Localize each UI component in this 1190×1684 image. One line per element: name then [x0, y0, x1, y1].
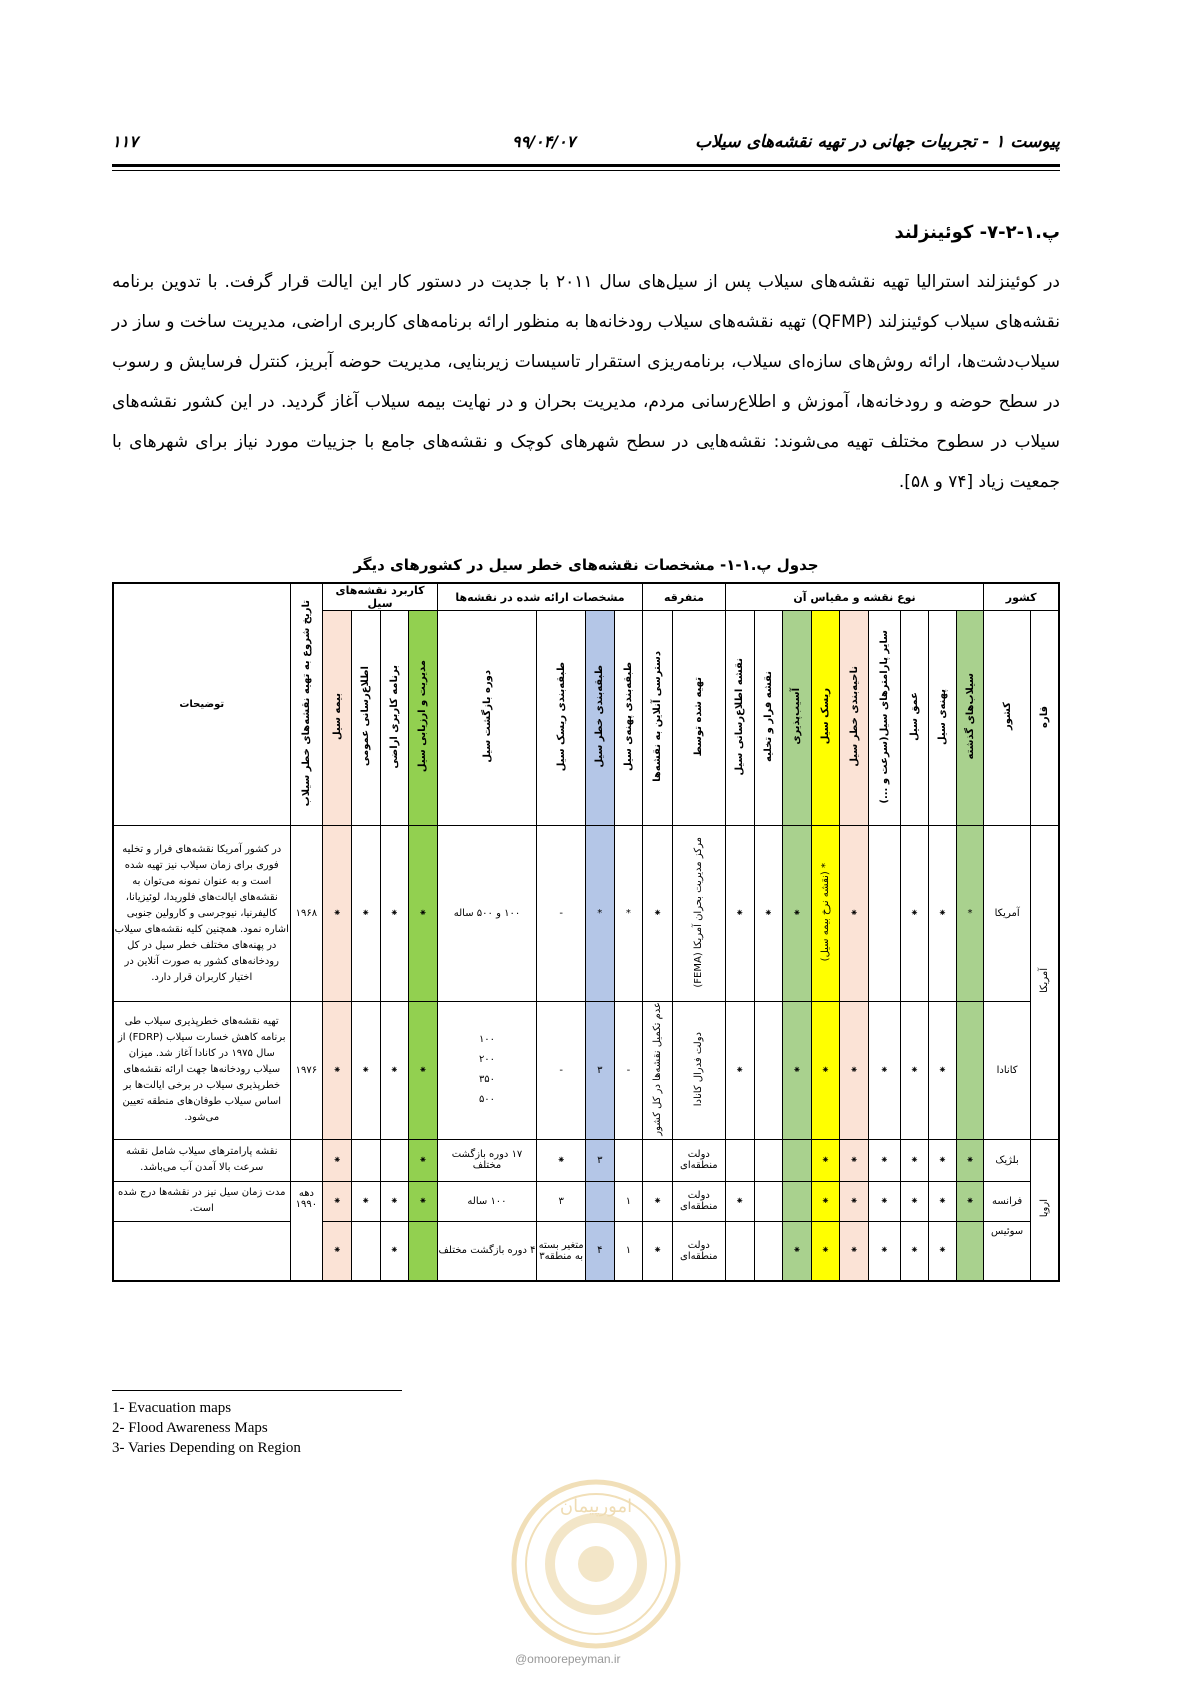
col-continent: قاره	[1030, 611, 1059, 826]
group-features: مشخصات ارائه شده در نقشه‌ها	[437, 583, 642, 611]
cell-return-period: ۱۷ دوره بازگشت مختلف	[437, 1139, 537, 1181]
watermark-logo	[510, 1478, 682, 1650]
col-zone-class: طبقه‌بندی پهنه‌ی سیل	[614, 611, 643, 826]
table-row	[113, 1002, 1059, 1140]
cell-online: ⁕	[643, 1181, 673, 1221]
col-landuse: برنامه کاربری اراضی	[380, 611, 409, 826]
cell-desc	[113, 1221, 290, 1281]
cell-insurance: ⁕	[323, 1002, 352, 1140]
col-online: دسترسی آنلاین به نقشه‌ها	[643, 611, 673, 826]
cell-mgmt: ⁕	[409, 1181, 438, 1221]
cell-public-info: ⁕	[351, 1002, 380, 1140]
header-title: پیوست ۱ - تجربیات جهانی در تهیه نقشه‌های سیلاب	[695, 132, 1060, 152]
cell-online: ⁕	[643, 1221, 673, 1281]
cell-hazard-class	[586, 1181, 615, 1221]
cell-zone-class: -	[614, 1002, 643, 1140]
cell-insurance: ⁕	[323, 826, 352, 1002]
header-date: ۹۹/۰۴/۰۷	[512, 132, 576, 151]
cell-evacuation	[754, 1221, 783, 1281]
cell-public-info: ⁕	[351, 1181, 380, 1221]
col-country: کشور	[984, 611, 1031, 826]
cell-hazard-class: ۳	[586, 1002, 615, 1140]
cell-risk-class: ۳	[537, 1181, 586, 1221]
cell-awareness: ⁕	[725, 1181, 754, 1221]
flood-maps-table	[112, 582, 1060, 1282]
col-vulnerability: آسیب‌پذیری	[783, 611, 812, 826]
footnote-rule	[112, 1390, 402, 1391]
cell-public-info: ⁕	[351, 826, 380, 1002]
col-hazard-class: طبقه‌بندی خطر سیل	[586, 611, 615, 826]
watermark-logo-text: امورپیمان	[559, 1496, 633, 1517]
cell-prepared-by: دولت منطقه‌ای	[672, 1139, 725, 1181]
cell-prepared-by: مرکز مدیریت بحران آمریکا (FEMA)	[672, 826, 725, 1002]
cell-start-year	[290, 1139, 323, 1181]
cell-other-params	[868, 826, 900, 1002]
col-public-info: اطلاع‌رسانی عمومی	[351, 611, 380, 826]
table-row	[113, 1139, 1059, 1181]
header-rule-thick	[112, 164, 1060, 167]
cell-awareness	[725, 1221, 754, 1281]
cell-evacuation	[754, 1181, 783, 1221]
cell-prepared-by: دولت منطقه‌ای	[672, 1181, 725, 1221]
cell-desc: در کشور آمریکا نقشه‌های فرار و تخلیه فوری برای زمان سیلاب نیز تهیه شده است و به عنوان نمونه می‌توان به نقشه‌های ایالت‌های فلوریدا، لوئیزیانا، کالیفرنیا، نیوجرسی و کارولین جنوبی اشاره نمود. همچنین کلیه نقشه‌های سیلاب در پهنه‌های مختلف خطر سیل در کل رودخانه‌های کشور به صورت آنلاین در اختیار کاربران قرار دارد.	[113, 826, 290, 1002]
cell-depth: ⁕	[900, 1181, 929, 1221]
cell-risk-class: ⁕	[537, 1139, 586, 1181]
group-map-type: نوع نقشه و مقیاس آن	[725, 583, 984, 611]
cell-desc: تهیه نقشه‌های خطرپذیری سیلاب طی برنامه کاهش خسارت سیلاب (FDRP) از سال ۱۹۷۵ در کانادا آغاز شد. میزان سیلاب رودخانه‌ها جهت ارائه نقشه‌های خطرپذیری سیلاب در برخی ایالت‌ها بر اساس سیلاب طوفان‌های منطقه تعیین می‌شود.	[113, 1002, 290, 1140]
col-mgmt: مدیریت و ارزیابی سیل	[409, 611, 438, 826]
continent-america: آمریکا	[1030, 826, 1059, 1140]
table-row	[113, 1221, 1059, 1281]
cell-extent: ⁕	[929, 1181, 957, 1221]
cell-mgmt: ⁕	[409, 1002, 438, 1140]
cell-online: عدم تکمیل نقشه‌ها در کل کشور	[643, 1002, 673, 1140]
col-extent: پهنه‌ی سیل	[929, 611, 957, 826]
cell-online	[643, 1139, 673, 1181]
cell-insurance: ⁕	[323, 1139, 352, 1181]
cell-country: آمریکا	[984, 826, 1031, 1002]
cell-landuse	[380, 1139, 409, 1181]
cell-risk: * (نقشه نرخ بیمه سیل)	[811, 826, 840, 1002]
cell-other-params: ⁕	[868, 1139, 900, 1181]
cell-zone-class: ۱	[614, 1221, 643, 1281]
cell-country: فرانسه	[984, 1181, 1031, 1221]
cell-past-floods: ⁕	[956, 1181, 984, 1221]
col-insurance: بیمه سیل	[323, 611, 352, 826]
col-desc: توضیحات	[113, 583, 290, 826]
cell-risk-class: -	[537, 826, 586, 1002]
cell-mgmt: ⁕	[409, 826, 438, 1002]
cell-zone-class: ۱	[614, 1181, 643, 1221]
table-row	[113, 1181, 1059, 1221]
col-risk-class: طبقه‌بندی ریسک سیل	[537, 611, 586, 826]
cell-insurance: ⁕	[323, 1181, 352, 1221]
cell-hazard-zone: ⁕	[840, 1139, 869, 1181]
col-hazard-zone: ناحیه‌بندی خطر سیل	[840, 611, 869, 826]
cell-hazard-zone: ⁕	[840, 1221, 869, 1281]
cell-risk-class: -	[537, 1002, 586, 1140]
cell-past-floods	[956, 1221, 984, 1281]
cell-depth: ⁕	[900, 1221, 929, 1281]
cell-landuse: ⁕	[380, 1221, 409, 1281]
cell-depth: ⁕	[900, 826, 929, 1002]
col-risk: ریسک سیل	[811, 611, 840, 826]
cell-start-year: ۱۹۶۸	[290, 826, 323, 1002]
cell-country: کانادا	[984, 1002, 1031, 1140]
cell-extent: ⁕	[929, 1139, 957, 1181]
group-misc: متفرقه	[643, 583, 726, 611]
col-prepared-by: تهیه شده توسط	[672, 611, 725, 826]
cell-risk: ⁕	[811, 1139, 840, 1181]
cell-extent: ⁕	[929, 1002, 957, 1140]
col-awareness: نقشه اطلاع‌رسانی سیل	[725, 611, 754, 826]
cell-mgmt: ⁕	[409, 1139, 438, 1181]
cell-hazard-zone: ⁕	[840, 1002, 869, 1140]
cell-vulnerability	[783, 1139, 812, 1181]
page-number: ۱۱۷	[112, 132, 138, 151]
col-other-params: سایر پارامترهای سیل(سرعت و ...)	[868, 611, 900, 826]
cell-start-year: دهه ۱۹۹۰	[290, 1181, 323, 1281]
cell-vulnerability: ⁕	[783, 1221, 812, 1281]
cell-vulnerability: ⁕	[783, 1002, 812, 1140]
table-caption: جدول پ.۱-۱- مشخصات نقشه‌های خطر سیل در کشورهای دیگر	[353, 556, 819, 574]
cell-hazard-class: *	[586, 826, 615, 1002]
cell-extent: ⁕	[929, 1221, 957, 1281]
cell-other-params: ⁕	[868, 1181, 900, 1221]
cell-evacuation: ⁕	[754, 826, 783, 1002]
cell-return-period: ۱۰۰ ۲۰۰ ۳۵۰ ۵۰۰	[437, 1002, 537, 1140]
cell-awareness: ⁕	[725, 1002, 754, 1140]
cell-evacuation	[754, 1139, 783, 1181]
cell-prepared-by: دولت فدرال کانادا	[672, 1002, 725, 1140]
cell-zone-class: *	[614, 826, 643, 1002]
cell-return-period: ۱۰۰ و ۵۰۰ ساله	[437, 826, 537, 1002]
cell-other-params: ⁕	[868, 1002, 900, 1140]
col-past-floods: سیلاب‌های گذشته	[956, 611, 984, 826]
cell-desc: نقشه پارامترهای سیلاب شامل نقشه سرعت بالا آمدن آب می‌باشد.	[113, 1139, 290, 1181]
cell-return-period: ۱۰۰ ساله	[437, 1181, 537, 1221]
col-start-year: تاریخ شروع به تهیه نقشه‌های خطر سیلاب	[290, 583, 323, 826]
cell-return-period: ۴ دوره بازگشت مختلف	[437, 1221, 537, 1281]
cell-depth: ⁕	[900, 1002, 929, 1140]
section-title: پ.۱-۲-۷- کوئینزلند	[894, 222, 1060, 243]
cell-depth: ⁕	[900, 1139, 929, 1181]
cell-past-floods: ⁕	[956, 1139, 984, 1181]
col-evacuation: نقشه فرار و تخلیه	[754, 611, 783, 826]
cell-insurance: ⁕	[323, 1221, 352, 1281]
watermark-site: @omoorepeyman.ir	[515, 1652, 621, 1666]
group-usage: کاربرد نقشه‌های سیل	[323, 583, 437, 611]
cell-mgmt	[409, 1221, 438, 1281]
col-return-period: دوره بازگشت سیل	[437, 611, 537, 826]
cell-past-floods: *	[956, 826, 984, 1002]
cell-risk: ⁕	[811, 1181, 840, 1221]
group-country: کشور	[984, 583, 1059, 611]
cell-landuse: ⁕	[380, 1181, 409, 1221]
body-paragraph: در کوئینزلند استرالیا تهیه نقشه‌های سیلاب پس از سیل‌های سال ۲۰۱۱ با جدیت در دستور کار این ایالت قرار گرفت. با تدوین برنامه نقشه‌های سیلاب کوئینزلند (QFMP) تهیه نقشه‌های سیلاب رودخانه‌ها به منظور ارائه برنامه‌های کاربری اراضی، مدیریت ساخت و ساز در سیلاب‌دشت‌ها، ارائه روش‌های سازه‌ای سیلاب، برنامه‌ریزی استقرار تاسیسات زیربنایی، مدیریت حوضه آبریز، کنترل فرسایش و رسوب در سطح حوضه و رودخانه‌ها، آموزش و اطلاع‌رسانی مردم، مدیریت بحران و در نهایت بیمه سیلاب آغاز گردید. در این کشور نقشه‌های سیلاب در سطوح مختلف تهیه می‌شوند: نقشه‌هایی در سطح شهرهای کوچک و نقشه‌های جامع با جزییات مورد نیاز برای شهرهای با جمعیت زیاد [۷۴ و ۵۸].	[112, 272, 1061, 492]
cell-country: بلژیک	[984, 1139, 1031, 1181]
continent-europe: اروپا	[1030, 1139, 1059, 1281]
cell-evacuation	[754, 1002, 783, 1140]
cell-awareness	[725, 1139, 754, 1181]
cell-zone-class	[614, 1139, 643, 1181]
cell-extent: ⁕	[929, 826, 957, 1002]
cell-online: ⁕	[643, 826, 673, 1002]
cell-prepared-by: دولت منطقه‌ای	[672, 1221, 725, 1281]
footnote-3: 3- Varies Depending on Region	[112, 1440, 301, 1456]
cell-risk: ⁕	[811, 1221, 840, 1281]
footnote-1: 1- Evacuation maps	[112, 1400, 232, 1416]
cell-public-info	[351, 1221, 380, 1281]
cell-public-info	[351, 1139, 380, 1181]
cell-landuse: ⁕	[380, 826, 409, 1002]
cell-risk-class: متغیر بسته به منطقه۳	[537, 1221, 586, 1281]
cell-hazard-class: ۴	[586, 1221, 615, 1281]
cell-hazard-zone: ⁕	[840, 826, 869, 1002]
cell-risk: ⁕	[811, 1002, 840, 1140]
footnotes	[112, 1398, 301, 1458]
footnote-2: 2- Flood Awareness Maps	[112, 1420, 268, 1436]
cell-hazard-class: ۳	[586, 1139, 615, 1181]
cell-vulnerability: ⁕	[783, 826, 812, 1002]
cell-hazard-zone: ⁕	[840, 1181, 869, 1221]
header-rule-thin	[112, 170, 1060, 171]
cell-vulnerability	[783, 1181, 812, 1221]
col-depth: عمق سیل	[900, 611, 929, 826]
page-header	[112, 128, 1060, 162]
cell-awareness: ⁕	[725, 826, 754, 1002]
table-row	[113, 826, 1059, 1002]
cell-other-params: ⁕	[868, 1221, 900, 1281]
cell-start-year: ۱۹۷۶	[290, 1002, 323, 1140]
cell-country: سوئیس	[984, 1221, 1031, 1281]
cell-past-floods	[956, 1002, 984, 1140]
cell-landuse: ⁕	[380, 1002, 409, 1140]
cell-desc: مدت زمان سیل نیز در نقشه‌ها درج شده است.	[113, 1181, 290, 1221]
flood-maps-table-wrap	[112, 582, 1060, 1282]
